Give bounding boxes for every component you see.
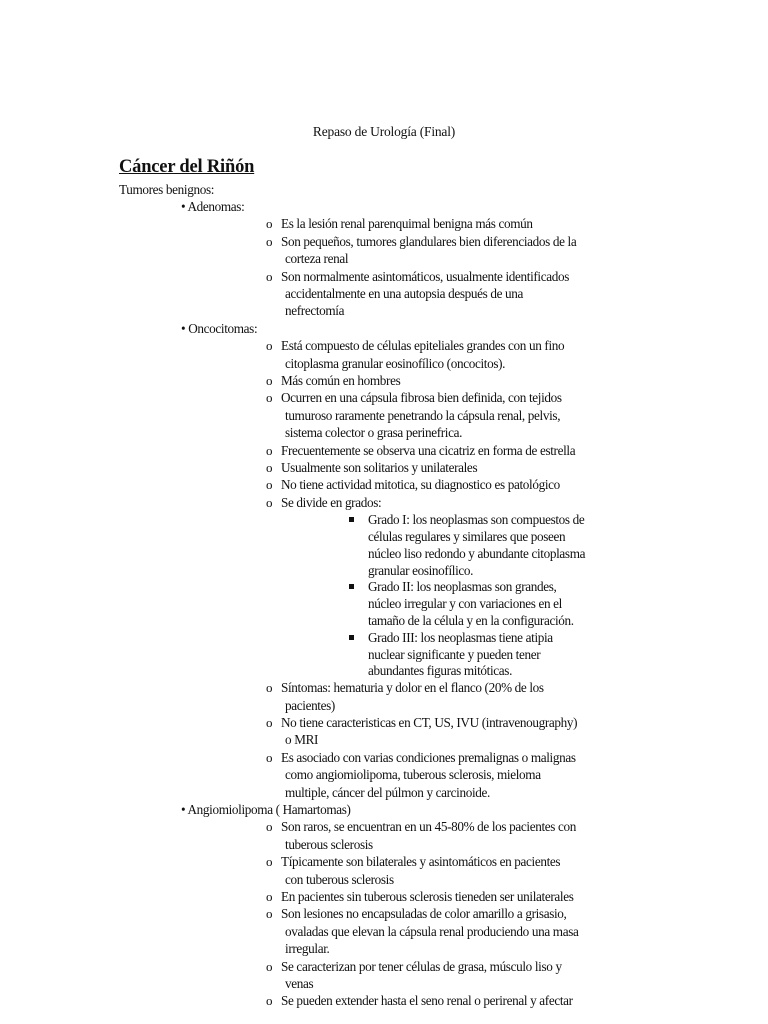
- list-item-text: Frecuentemente se observa una cicatriz en forma de estrella: [281, 442, 576, 458]
- bullet-o-marker: o: [266, 477, 273, 493]
- list-item-text: Más común en hombres: [281, 373, 401, 388]
- sub-item-text: abundantes figuras mitóticas.: [368, 663, 513, 679]
- list-item-text: Son raros, se encuentran en un 45-80% de los pacientes con: [281, 819, 577, 835]
- sub-item-text: Grado III: los neoplasmas tiene atipia: [368, 629, 553, 645]
- list-item-text: Se pueden extender hasta el seno renal o perirenal y afectar: [281, 993, 573, 1009]
- bullet-o-marker: o: [266, 390, 273, 406]
- list-item-text: con tuberous sclerosis: [285, 871, 394, 887]
- bullet-o-marker: o: [266, 854, 273, 870]
- list-item-text: Son lesiones no encapsuladas de color amarillo a grisasio,: [281, 906, 567, 922]
- bullet-o-marker: o: [266, 233, 273, 249]
- bullet-o-marker: o: [266, 993, 273, 1009]
- list-item-text: nefrectomía: [285, 303, 345, 319]
- sub-item-text: Grado I: los neoplasmas son compuestos de: [368, 512, 585, 528]
- sub-item-text: células regulares y similares que poseen: [368, 529, 566, 544]
- bullet-o-marker: o: [266, 494, 273, 510]
- list-item-text: Son normalmente asintomáticos, usualmente identificados: [281, 268, 570, 284]
- intro-text: Tumores benignos:: [119, 182, 215, 197]
- list-item-text: Usualmente son solitarios y unilaterales: [281, 460, 478, 475]
- bullet-o-marker: o: [266, 338, 273, 354]
- list-item-text: tumuroso raramente penetrando la cápsula renal, pelvis,: [285, 407, 561, 423]
- list-item-text: o MRI: [285, 732, 319, 748]
- list-item-text: En pacientes sin tuberous sclerosis tieneden ser unilaterales: [281, 889, 574, 904]
- section-heading: Cáncer del Riñón: [119, 157, 255, 177]
- bullet-o-marker: o: [266, 958, 273, 974]
- list-item-text: sistema colector o grasa perinefrica.: [285, 425, 463, 441]
- bullet-o-marker: o: [266, 906, 273, 922]
- bullet-o-marker: o: [266, 819, 273, 835]
- list-item-text: pacientes): [285, 697, 335, 713]
- list-item-text: Típicamente son bilaterales y asintomáticos en pacientes: [281, 854, 561, 870]
- list-item-text: Síntomas: hematuria y dolor en el flanco (20% de los: [281, 680, 544, 696]
- sub-item-text: Grado II: los neoplasmas son grandes,: [368, 579, 557, 595]
- bullet-o-marker: o: [266, 749, 273, 765]
- bullet-o-marker: o: [266, 373, 273, 388]
- section-label: • Oncocitomas:: [181, 320, 258, 336]
- list-item-text: Ocurren en una cápsula fibrosa bien definida, con tejidos: [281, 390, 562, 406]
- list-item-text: Es asociado con varias condiciones premalignas o malignas: [281, 749, 576, 765]
- list-item-text: Es la lesión renal parenquimal benigna más común: [281, 216, 533, 232]
- list-item-text: No tiene actividad mitotica, su diagnostico es patológico: [281, 477, 560, 493]
- list-item-text: como angiomiolipoma, tuberous sclerosis, mieloma: [285, 767, 541, 783]
- list-item-text: Se caracterizan por tener células de grasa, músculo liso y: [281, 958, 562, 974]
- bullet-o-marker: o: [266, 442, 273, 458]
- bullet-o-marker: o: [266, 680, 273, 696]
- square-bullet-marker: [349, 517, 354, 522]
- sub-item-text: núcleo irregular y con variaciones en el: [368, 596, 562, 612]
- bullet-o-marker: o: [266, 889, 273, 904]
- list-item-text: venas: [285, 976, 314, 991]
- section-label: • Angiomiolipoma ( Hamartomas): [181, 802, 351, 817]
- list-item-text: multiple, cáncer del púlmon y carcinoide.: [285, 784, 490, 800]
- list-item-text: Se divide en grados:: [281, 494, 382, 510]
- list-item-text: corteza renal: [285, 251, 349, 267]
- list-item-text: accidentalmente en una autopsia después de una: [285, 286, 524, 301]
- list-item-text: No tiene caracteristicas en CT, US, IVU (intravenougraphy): [281, 715, 578, 730]
- sub-item-text: granular eosinofílico.: [368, 562, 474, 578]
- list-item-text: tuberous sclerosis: [285, 836, 373, 852]
- bullet-o-marker: o: [266, 216, 273, 232]
- square-bullet-marker: [349, 584, 354, 589]
- sub-item-text: nuclear significante y pueden tener: [368, 646, 541, 662]
- bullet-o-marker: o: [266, 460, 273, 475]
- list-item-text: citoplasma granular eosinofílico (oncocitos).: [285, 355, 506, 371]
- list-item-text: Está compuesto de células epiteliales grandes con un fino: [281, 338, 565, 354]
- square-bullet-marker: [349, 635, 354, 640]
- document-title: Repaso de Urología (Final): [312, 124, 456, 139]
- bullet-o-marker: o: [266, 715, 273, 730]
- section-label: • Adenomas:: [181, 199, 245, 214]
- sub-item-text: núcleo liso redondo y abundante citoplasma: [368, 545, 586, 561]
- bullet-o-marker: o: [266, 268, 273, 284]
- list-item-text: irregular.: [285, 941, 330, 957]
- list-item-text: ovaladas que elevan la cápsula renal produciendo una masa: [285, 923, 579, 939]
- sub-item-text: tamaño de la célula y en la configuración.: [368, 613, 574, 628]
- list-item-text: Son pequeños, tumores glandulares bien diferenciados de la: [281, 233, 577, 249]
